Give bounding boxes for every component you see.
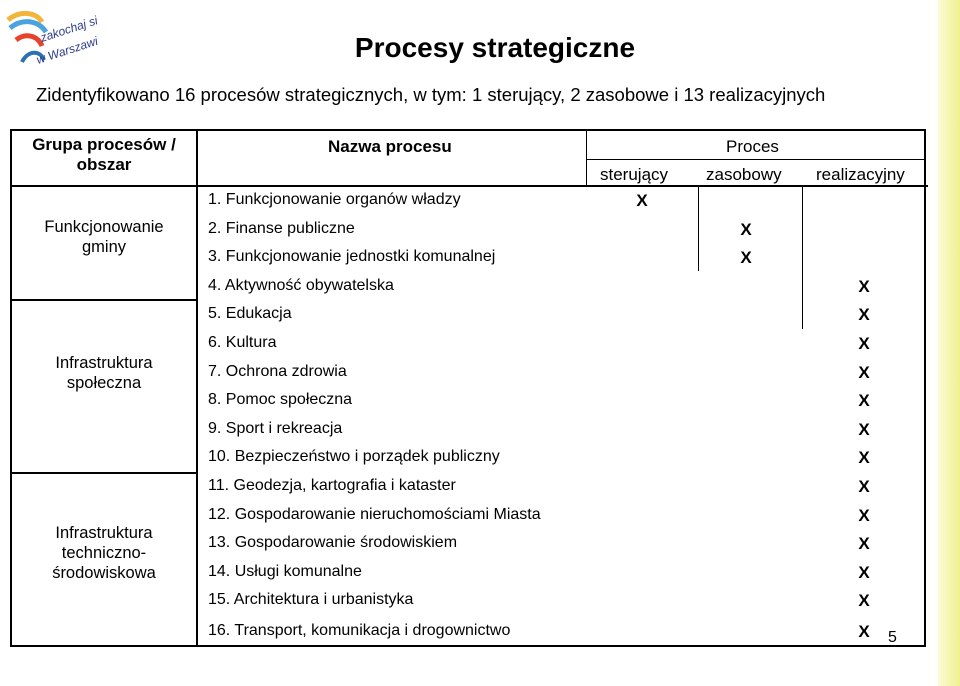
process-type-mark: X <box>740 248 752 268</box>
process-name: 14. Usługi komunalne <box>208 562 362 580</box>
process-name: 7. Ochrona zdrowia <box>208 362 347 380</box>
process-name: 13. Gospodarowanie środowiskiem <box>208 534 458 552</box>
process-type-mark: X <box>858 622 870 641</box>
page-title: Procesy strategiczne <box>354 32 636 63</box>
process-type-mark: X <box>858 534 870 554</box>
process-header: Proces <box>726 137 779 156</box>
process-subheader-line <box>586 159 926 160</box>
process-type-mark: X <box>858 419 870 439</box>
type-header-zasobowy: zasobowy <box>706 165 782 184</box>
process-table <box>10 129 926 647</box>
process-type-mark: X <box>740 219 752 239</box>
group-label: Infrastruktura społeczna <box>55 354 153 392</box>
type-header-realizacyjny: realizacyjny <box>816 165 905 184</box>
process-name: 16. Transport, komunikacja i drogownictwo <box>208 622 511 639</box>
process-type-mark: X <box>858 391 870 411</box>
name-header: Nazwa procesu <box>328 137 452 156</box>
type-divider <box>698 185 699 271</box>
column-divider <box>196 131 198 645</box>
header-divider <box>12 185 928 187</box>
process-type-mark: X <box>858 362 870 382</box>
process-name: 3. Funkcjonowanie jednostki komunalnej <box>208 248 496 266</box>
decorative-side-bar <box>938 0 960 686</box>
svg-text:zakochaj się: zakochaj się <box>38 11 98 45</box>
page-number: 5 <box>888 629 897 646</box>
process-name: 15. Architektura i urbanistyka <box>208 591 414 609</box>
page-subtitle: Zidentyfikowano 16 procesów strategicznych, w tym: 1 sterujący, 2 zasobowe i 13 realizacyjnych <box>36 84 826 105</box>
process-type-mark: X <box>858 448 870 468</box>
process-name: 6. Kultura <box>208 334 277 351</box>
name-process-divider <box>586 131 587 185</box>
process-name: 10. Bezpieczeństwo i porządek publiczny <box>208 448 500 466</box>
process-type-mark: X <box>636 191 648 210</box>
process-type-mark: X <box>858 477 870 496</box>
process-type-mark: X <box>858 305 870 325</box>
type-divider <box>802 185 803 329</box>
process-type-mark: X <box>858 276 870 296</box>
process-name: 11. Geodezja, kartografia i kataster <box>208 477 456 494</box>
process-name: 1. Funkcjonowanie organów władzy <box>208 191 461 208</box>
process-type-mark: X <box>858 334 870 353</box>
group-header: Grupa procesów / obszar <box>32 135 176 174</box>
process-type-mark: X <box>858 562 870 582</box>
svg-text:w Warszawie: w Warszawie <box>34 31 98 67</box>
process-type-mark: X <box>858 505 870 525</box>
process-name: 5. Edukacja <box>208 305 292 323</box>
process-name: 12. Gospodarowanie nieruchomościami Miasta <box>208 505 541 523</box>
process-name: 9. Sport i rekreacja <box>208 419 343 437</box>
group-divider <box>12 472 196 474</box>
process-name: 4. Aktywność obywatelska <box>208 276 394 294</box>
group-divider <box>12 299 196 301</box>
type-header-sterujacy: sterujący <box>600 165 669 184</box>
process-type-mark: X <box>858 591 870 611</box>
group-label: Infrastruktura techniczno-środowiskowa <box>52 524 156 582</box>
process-name: 8. Pomoc społeczna <box>208 391 353 409</box>
process-name: 2. Finanse publiczne <box>208 219 355 237</box>
group-label: Funkcjonowanie gminy <box>44 218 164 256</box>
